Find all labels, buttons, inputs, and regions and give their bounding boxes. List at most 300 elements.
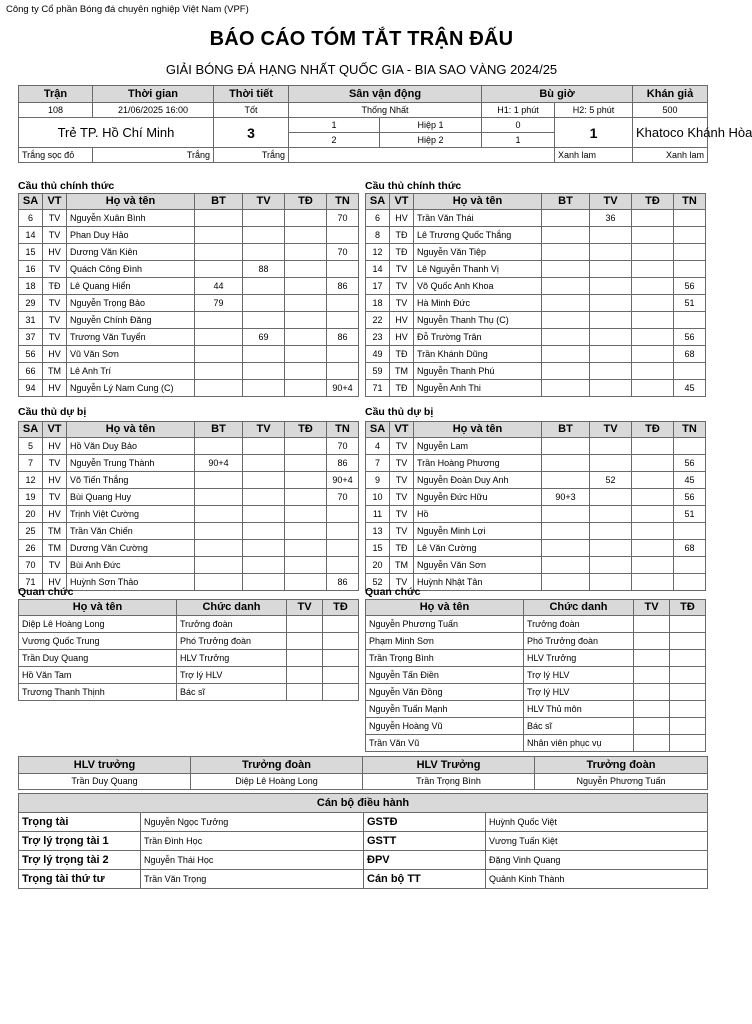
player-tn: 90+4 [327,472,359,489]
player-name: Nguyễn Thanh Thụ (C) [414,312,542,329]
player-row [19,346,359,363]
player-row [19,540,359,557]
player-name: Trương Văn Tuyển [67,329,195,346]
player-tv [243,346,285,363]
player-bt [542,244,590,261]
official-td [670,616,706,633]
away-half2-goals: 1 [482,133,555,148]
match-stadium: Thống Nhất [289,103,482,118]
player-name: Trần Văn Chiến [67,523,195,540]
player-name: Nguyễn Lam [414,438,542,455]
player-header-row [366,422,706,438]
player-tn: 86 [327,455,359,472]
player-td [632,227,674,244]
player-td [285,278,327,295]
player-tv [590,455,632,472]
team-heads-table [18,756,708,790]
player-td [632,455,674,472]
official-role-label: Cán bộ TT [364,870,486,889]
player-tn [327,363,359,380]
player-vt: TM [43,523,67,540]
player-sa: 15 [366,540,390,557]
player-col-header: VT [390,194,414,210]
official-role-name: Nguyễn Thái Học [141,851,364,870]
player-vt: HV [43,506,67,523]
player-bt [195,329,243,346]
match-stoppage-h1: H1: 1 phút [482,103,555,118]
player-row [366,329,706,346]
away-subs-table [365,421,706,591]
player-col-header: BT [542,194,590,210]
player-vt: TV [390,261,414,278]
player-sa: 7 [19,455,43,472]
official-td [670,701,706,718]
official-role: Trợ lý HLV [177,667,287,684]
official-role: Bác sĩ [524,718,634,735]
player-row [19,312,359,329]
away-team-manager-header: Trưởng đoàn [535,757,708,774]
player-tv [590,244,632,261]
match-official-row [19,832,708,851]
player-row [19,363,359,380]
player-bt: 90+3 [542,489,590,506]
player-vt: HV [390,329,414,346]
player-sa: 20 [19,506,43,523]
player-td [632,472,674,489]
home-head-coach: Trần Duy Quang [19,774,191,790]
header-bu-gio: Bù giờ [482,86,633,103]
official-col-header: Chức danh [524,600,634,616]
official-td [670,633,706,650]
official-role-label: GSTT [364,832,486,851]
player-col-header: TV [243,194,285,210]
player-row [366,540,706,557]
player-col-header: SA [19,422,43,438]
player-sa: 9 [366,472,390,489]
player-bt [195,227,243,244]
player-tn [327,506,359,523]
player-col-header: Họ và tên [67,194,195,210]
player-tn: 86 [327,329,359,346]
player-bt: 79 [195,295,243,312]
player-row [19,380,359,397]
away-team-name: Khatoco Khánh Hòa [633,118,708,148]
player-td [285,455,327,472]
player-tv [243,472,285,489]
player-sa: 70 [19,557,43,574]
player-td [632,557,674,574]
official-tv [287,667,323,684]
player-td [632,523,674,540]
player-col-header: TN [327,194,359,210]
player-vt: TV [43,210,67,227]
player-tv [243,540,285,557]
player-name: Bùi Anh Đức [67,557,195,574]
player-col-header: BT [195,194,243,210]
player-row [366,363,706,380]
player-tn: 51 [674,295,706,312]
official-role: Trợ lý HLV [524,667,634,684]
player-name: Nguyễn Văn Sơn [414,557,542,574]
player-sa: 12 [366,244,390,261]
player-name: Trần Hoàng Phương [414,455,542,472]
player-bt [542,261,590,278]
player-vt: TV [390,489,414,506]
match-info-table [18,85,752,163]
player-bt [195,438,243,455]
home-starters-heading: Cầu thủ chính thức [18,180,115,192]
player-name: Lê Anh Trí [67,363,195,380]
official-tv [287,616,323,633]
player-bt [195,472,243,489]
player-td [632,210,674,227]
official-name: Nguyễn Tuấn Mạnh [366,701,524,718]
match-kits-row [19,148,708,163]
official-role: Nhân viên phục vụ [524,735,634,752]
player-td [285,489,327,506]
official-role-label: Trọng tài thứ tư [19,870,141,889]
player-name: Trịnh Việt Cường [67,506,195,523]
match-official-row [19,851,708,870]
player-tv [243,380,285,397]
player-sa: 18 [366,295,390,312]
official-tv [634,650,670,667]
player-vt: HV [390,210,414,227]
official-name: Nguyễn Hoàng Vũ [366,718,524,735]
player-sa: 12 [19,472,43,489]
player-tv [590,380,632,397]
official-col-header: Họ và tên [366,600,524,616]
official-col-header: TĐ [323,600,359,616]
official-td [670,718,706,735]
player-tv [590,540,632,557]
player-tn [327,557,359,574]
player-tn [674,261,706,278]
official-row [366,701,706,718]
player-row [19,278,359,295]
player-col-header: SA [19,194,43,210]
player-col-header: SA [366,194,390,210]
player-tv [243,523,285,540]
player-row [366,455,706,472]
report-subtitle: GIẢI BÓNG ĐÁ HẠNG NHẤT QUỐC GIA - BIA SAO VÀNG 2024/25 [165,62,558,77]
player-col-header: BT [542,422,590,438]
player-tn [674,438,706,455]
player-col-header: TV [590,194,632,210]
official-td [323,667,359,684]
player-tv [590,506,632,523]
player-name: Phan Duy Hảo [67,227,195,244]
player-name: Nguyễn Chính Đăng [67,312,195,329]
official-name: Nguyễn Tấn Điền [366,667,524,684]
player-name: Huỳnh Nhật Tân [414,574,542,591]
player-vt: TV [390,455,414,472]
home-officials-table [18,599,359,701]
player-td [632,438,674,455]
player-vt: TV [390,523,414,540]
official-tv [634,718,670,735]
player-vt: HV [390,312,414,329]
official-role: Phó Trưởng đoàn [524,633,634,650]
away-half1-goals: 0 [482,118,555,133]
player-name: Võ Tiến Thắng [67,472,195,489]
official-role-name: Nguyễn Ngọc Tưởng [141,813,364,832]
player-row [19,329,359,346]
player-tv [243,557,285,574]
player-row [366,489,706,506]
player-name: Nguyễn Minh Lợi [414,523,542,540]
away-score: 1 [555,118,633,148]
player-tv [243,506,285,523]
player-col-header: TV [590,422,632,438]
home-half1-goals: 1 [289,118,380,133]
official-tv [634,616,670,633]
player-vt: TV [43,312,67,329]
official-role: Trưởng đoàn [524,616,634,633]
player-vt: TV [43,295,67,312]
official-role: Trưởng đoàn [177,616,287,633]
match-datetime: 21/06/2025 16:00 [93,103,214,118]
official-tv [287,684,323,701]
player-tn: 56 [674,489,706,506]
player-tn [327,261,359,278]
player-tv [590,489,632,506]
match-official-row [19,813,708,832]
player-bt [195,244,243,261]
match-officials-header-row [19,794,708,813]
player-row [366,472,706,489]
header-thoi-gian: Thời gian [93,86,214,103]
player-tv [590,329,632,346]
player-tv [243,227,285,244]
player-td [632,574,674,591]
home-starters-table [18,193,359,397]
player-tn: 68 [674,346,706,363]
player-name: Nguyễn Lý Nam Cung (C) [67,380,195,397]
player-header-row [19,194,359,210]
player-row [366,506,706,523]
header-tran: Trận [19,86,93,103]
player-row [19,227,359,244]
player-tn [674,574,706,591]
home-kit-shorts: Trắng [93,148,214,163]
player-col-header: VT [43,194,67,210]
player-row [19,261,359,278]
player-vt: TV [43,227,67,244]
official-role-name: Huỳnh Quốc Việt [486,813,708,832]
team-heads-header-row [19,757,708,774]
away-head-coach: Trần Trọng Bình [363,774,535,790]
player-tv [243,278,285,295]
player-tv: 69 [243,329,285,346]
player-sa: 37 [19,329,43,346]
player-bt [195,574,243,591]
player-sa: 23 [366,329,390,346]
player-vt: TV [43,261,67,278]
player-sa: 59 [366,363,390,380]
official-name: Phạm Minh Sơn [366,633,524,650]
away-starters-table [365,193,706,397]
player-row [19,210,359,227]
official-name: Trần Trọng Bình [366,650,524,667]
official-td [323,616,359,633]
official-name: Trần Văn Vũ [366,735,524,752]
player-tv [590,363,632,380]
official-tv [634,701,670,718]
player-td [285,574,327,591]
player-tv [590,295,632,312]
player-tn [674,312,706,329]
player-name: Nguyễn Văn Tiệp [414,244,542,261]
player-vt: TM [390,557,414,574]
away-officials-table [365,599,706,752]
match-number: 108 [19,103,93,118]
player-row [366,312,706,329]
official-header-row [366,600,706,616]
player-bt [542,574,590,591]
player-sa: 20 [366,557,390,574]
player-tv [590,278,632,295]
player-tv: 36 [590,210,632,227]
player-bt: 44 [195,278,243,295]
player-tn: 90+4 [327,380,359,397]
player-sa: 8 [366,227,390,244]
player-tn: 86 [327,574,359,591]
player-sa: 16 [19,261,43,278]
player-bt [542,438,590,455]
home-half2-goals: 2 [289,133,380,148]
player-sa: 6 [19,210,43,227]
home-kit-socks: Trắng [214,148,289,163]
player-name: Hồ [414,506,542,523]
player-row [19,557,359,574]
player-name: Quách Công Đình [67,261,195,278]
player-vt: TV [390,295,414,312]
player-vt: TĐ [43,278,67,295]
official-role: HLV Trưởng [177,650,287,667]
player-tn [674,557,706,574]
player-name: Nguyễn Trọng Bảo [67,295,195,312]
match-officials-table [18,793,708,889]
player-td [632,329,674,346]
player-name: Đỗ Trường Trân [414,329,542,346]
match-attendance: 500 [633,103,708,118]
official-row [366,735,706,752]
player-tn [327,227,359,244]
official-row [366,650,706,667]
player-col-header: Họ và tên [67,422,195,438]
official-td [670,667,706,684]
player-td [632,295,674,312]
player-row [366,346,706,363]
official-header-row [19,600,359,616]
player-name: Trần Khánh Dũng [414,346,542,363]
player-tn [674,244,706,261]
player-bt [542,210,590,227]
player-td [632,363,674,380]
player-vt: HV [43,438,67,455]
player-bt [195,557,243,574]
player-vt: TĐ [390,244,414,261]
player-tn [327,523,359,540]
player-col-header: VT [43,422,67,438]
player-tn: 56 [674,455,706,472]
official-td [670,684,706,701]
player-vt: TV [43,557,67,574]
home-head-coach-header: HLV trưởng [19,757,191,774]
player-vt: TM [390,363,414,380]
player-sa: 14 [19,227,43,244]
player-vt: TV [390,506,414,523]
player-row [366,438,706,455]
player-row [19,489,359,506]
away-officials-heading: Quan chức [365,586,421,598]
player-td [632,506,674,523]
player-td [632,346,674,363]
player-tv [590,438,632,455]
match-values-row [19,103,708,118]
player-sa: 26 [19,540,43,557]
player-tn [674,523,706,540]
player-bt [542,557,590,574]
player-name: Dương Văn Cường [67,540,195,557]
player-tv [590,574,632,591]
player-sa: 52 [366,574,390,591]
player-td [285,523,327,540]
player-tn: 70 [327,489,359,506]
official-col-header: TV [634,600,670,616]
player-col-header: TN [674,422,706,438]
player-row [19,472,359,489]
player-col-header: TĐ [285,422,327,438]
official-row [366,667,706,684]
player-tv [243,363,285,380]
player-col-header: TN [327,422,359,438]
player-sa: 14 [366,261,390,278]
player-td [285,557,327,574]
official-name: Nguyễn Văn Đồng [366,684,524,701]
header-khan-gia: Khán giả [633,86,708,103]
player-header-row [19,422,359,438]
player-vt: HV [43,574,67,591]
player-td [285,363,327,380]
player-bt [195,489,243,506]
player-tn: 45 [674,380,706,397]
official-name: Trương Thanh Thịnh [19,684,177,701]
player-tv [590,523,632,540]
player-sa: 5 [19,438,43,455]
player-tn [327,346,359,363]
player-td [285,261,327,278]
player-row [366,278,706,295]
player-td [285,380,327,397]
player-col-header: BT [195,422,243,438]
official-role-name: Trần Văn Trọng [141,870,364,889]
player-td [285,329,327,346]
official-role-label: Trợ lý trọng tài 2 [19,851,141,870]
player-bt [195,380,243,397]
player-col-header: Họ và tên [414,194,542,210]
away-kit-shirt: Xanh lam [555,148,633,163]
player-tn: 56 [674,329,706,346]
official-name: Diệp Lê Hoàng Long [19,616,177,633]
player-tv [243,312,285,329]
official-row [19,650,359,667]
player-name: Bùi Quang Huy [67,489,195,506]
player-bt [195,261,243,278]
player-tv [590,227,632,244]
header-san-van-dong: Sân vận động [289,86,482,103]
